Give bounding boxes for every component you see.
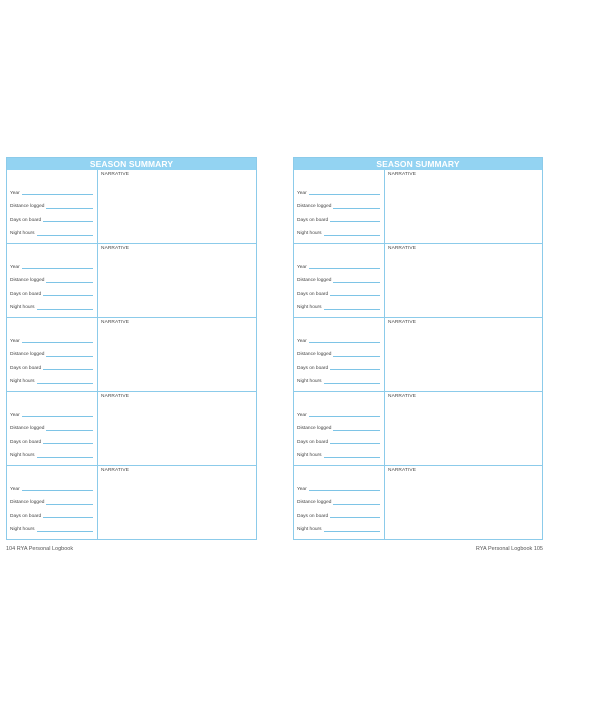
days-field[interactable]	[297, 209, 380, 223]
distance-label: Distance logged	[10, 500, 45, 505]
night-label: Night hours	[10, 379, 35, 384]
season-entry	[7, 391, 256, 465]
distance-field[interactable]	[297, 270, 380, 284]
season-entry	[294, 317, 542, 391]
night-input-line[interactable]	[37, 235, 93, 236]
year-input-line[interactable]	[22, 268, 93, 269]
year-input-line[interactable]	[309, 268, 380, 269]
days-label: Days on board	[10, 513, 42, 519]
year-input-line[interactable]	[309, 490, 380, 491]
night-label: Night hours	[10, 527, 35, 532]
distance-label: Distance logged	[10, 426, 45, 431]
days-input-line[interactable]	[330, 295, 380, 296]
days-label: Days on board	[297, 217, 329, 223]
night-input-line[interactable]	[324, 457, 380, 458]
night-input-line[interactable]	[324, 383, 380, 384]
distance-label: Distance logged	[297, 352, 332, 357]
distance-input-line[interactable]	[333, 208, 380, 209]
distance-label: Distance logged	[10, 278, 45, 283]
narrative-label: NARRATIVE	[388, 320, 416, 325]
year-field[interactable]	[10, 404, 93, 418]
days-input-line[interactable]	[43, 369, 93, 370]
year-input-line[interactable]	[22, 194, 93, 195]
distance-label: Distance logged	[297, 278, 332, 283]
entry-fields	[7, 244, 98, 317]
season-entry	[7, 170, 256, 243]
days-field[interactable]	[10, 209, 93, 223]
night-field[interactable]	[10, 223, 93, 237]
year-label: Year	[297, 338, 307, 344]
season-entry	[294, 465, 542, 539]
entries-table	[7, 170, 256, 539]
distance-input-line[interactable]	[333, 356, 380, 357]
distance-field[interactable]	[10, 492, 93, 506]
year-field[interactable]	[10, 330, 93, 344]
year-input-line[interactable]	[309, 194, 380, 195]
night-label: Night hours	[10, 231, 35, 236]
night-label: Night hours	[10, 453, 35, 458]
year-label: Year	[297, 264, 307, 270]
days-input-line[interactable]	[43, 517, 93, 518]
distance-input-line[interactable]	[333, 282, 380, 283]
year-input-line[interactable]	[22, 416, 93, 417]
distance-field[interactable]	[10, 270, 93, 284]
entry-fields	[7, 392, 98, 465]
page-footer-right: RYA Personal Logbook 105	[475, 546, 543, 552]
night-field[interactable]	[10, 519, 93, 533]
night-input-line[interactable]	[37, 531, 93, 532]
night-input-line[interactable]	[37, 309, 93, 310]
night-label: Night hours	[297, 379, 322, 384]
night-field[interactable]	[297, 297, 380, 311]
year-input-line[interactable]	[309, 416, 380, 417]
year-input-line[interactable]	[22, 342, 93, 343]
days-field[interactable]	[10, 283, 93, 297]
distance-label: Distance logged	[297, 500, 332, 505]
days-label: Days on board	[297, 365, 329, 371]
distance-label: Distance logged	[297, 426, 332, 431]
narrative-label: NARRATIVE	[388, 468, 416, 473]
year-field[interactable]	[297, 330, 380, 344]
year-field[interactable]	[297, 182, 380, 196]
year-label: Year	[10, 190, 20, 196]
distance-field[interactable]	[297, 196, 380, 210]
days-input-line[interactable]	[330, 443, 380, 444]
narrative-box[interactable]	[98, 392, 256, 465]
days-input-line[interactable]	[330, 517, 380, 518]
narrative-box[interactable]	[98, 170, 256, 243]
distance-field[interactable]	[10, 196, 93, 210]
year-label: Year	[10, 264, 20, 270]
year-field[interactable]	[10, 256, 93, 270]
days-input-line[interactable]	[330, 369, 380, 370]
days-field[interactable]	[10, 505, 93, 519]
night-input-line[interactable]	[324, 309, 380, 310]
narrative-label: NARRATIVE	[388, 246, 416, 251]
season-entry	[294, 243, 542, 317]
distance-input-line[interactable]	[46, 504, 93, 505]
night-field[interactable]	[297, 371, 380, 385]
distance-label: Distance logged	[10, 204, 45, 209]
entry-fields	[7, 466, 98, 539]
year-label: Year	[10, 486, 20, 492]
season-entry	[294, 170, 542, 243]
night-label: Night hours	[297, 453, 322, 458]
narrative-label: NARRATIVE	[388, 394, 416, 399]
year-label: Year	[297, 412, 307, 418]
entry-fields	[294, 244, 385, 317]
entry-fields	[294, 170, 385, 243]
narrative-box[interactable]	[385, 466, 542, 539]
narrative-label: NARRATIVE	[101, 172, 129, 177]
days-input-line[interactable]	[330, 221, 380, 222]
page-title: SEASON SUMMARY	[7, 158, 256, 170]
year-field[interactable]	[10, 182, 93, 196]
night-field[interactable]	[10, 297, 93, 311]
days-input-line[interactable]	[43, 295, 93, 296]
narrative-box[interactable]	[385, 392, 542, 465]
days-field[interactable]	[297, 357, 380, 371]
season-entry	[7, 465, 256, 539]
year-field[interactable]	[10, 478, 93, 492]
days-label: Days on board	[297, 513, 329, 519]
distance-input-line[interactable]	[333, 430, 380, 431]
distance-field[interactable]	[297, 344, 380, 358]
night-input-line[interactable]	[37, 383, 93, 384]
season-entry	[7, 317, 256, 391]
narrative-label: NARRATIVE	[101, 468, 129, 473]
narrative-label: NARRATIVE	[388, 172, 416, 177]
days-label: Days on board	[10, 365, 42, 371]
narrative-box[interactable]	[385, 318, 542, 391]
night-input-line[interactable]	[324, 235, 380, 236]
narrative-label: NARRATIVE	[101, 394, 129, 399]
narrative-box[interactable]	[98, 318, 256, 391]
year-field[interactable]	[297, 478, 380, 492]
night-label: Night hours	[297, 305, 322, 310]
night-field[interactable]	[297, 223, 380, 237]
narrative-box[interactable]	[98, 244, 256, 317]
night-field[interactable]	[297, 519, 380, 533]
page-title: SEASON SUMMARY	[294, 158, 542, 170]
days-label: Days on board	[297, 439, 329, 445]
night-label: Night hours	[10, 305, 35, 310]
entry-fields	[294, 466, 385, 539]
days-field[interactable]	[10, 431, 93, 445]
narrative-label: NARRATIVE	[101, 246, 129, 251]
days-field[interactable]	[297, 283, 380, 297]
distance-input-line[interactable]	[46, 282, 93, 283]
night-field[interactable]	[297, 445, 380, 459]
days-label: Days on board	[10, 217, 42, 223]
night-label: Night hours	[297, 527, 322, 532]
night-field[interactable]	[10, 371, 93, 385]
distance-input-line[interactable]	[46, 208, 93, 209]
distance-field[interactable]	[10, 418, 93, 432]
narrative-label: NARRATIVE	[101, 320, 129, 325]
season-entry	[294, 391, 542, 465]
night-input-line[interactable]	[37, 457, 93, 458]
days-label: Days on board	[297, 291, 329, 297]
distance-field[interactable]	[297, 492, 380, 506]
year-label: Year	[297, 486, 307, 492]
days-field[interactable]	[297, 431, 380, 445]
distance-field[interactable]	[297, 418, 380, 432]
distance-input-line[interactable]	[333, 504, 380, 505]
days-field[interactable]	[10, 357, 93, 371]
year-input-line[interactable]	[22, 490, 93, 491]
days-field[interactable]	[297, 505, 380, 519]
days-label: Days on board	[10, 291, 42, 297]
night-field[interactable]	[10, 445, 93, 459]
entries-table	[294, 170, 542, 539]
entry-fields	[7, 318, 98, 391]
distance-field[interactable]	[10, 344, 93, 358]
year-field[interactable]	[297, 256, 380, 270]
narrative-box[interactable]	[385, 170, 542, 243]
year-label: Year	[10, 338, 20, 344]
year-label: Year	[297, 190, 307, 196]
season-entry	[7, 243, 256, 317]
year-field[interactable]	[297, 404, 380, 418]
entry-fields	[294, 318, 385, 391]
narrative-box[interactable]	[385, 244, 542, 317]
year-label: Year	[10, 412, 20, 418]
days-input-line[interactable]	[43, 221, 93, 222]
distance-label: Distance logged	[297, 204, 332, 209]
year-input-line[interactable]	[309, 342, 380, 343]
entry-fields	[7, 170, 98, 243]
right-page	[293, 157, 543, 540]
days-label: Days on board	[10, 439, 42, 445]
night-input-line[interactable]	[324, 531, 380, 532]
left-page	[6, 157, 257, 540]
page-footer-left: 104 RYA Personal Logbook	[6, 546, 74, 552]
entry-fields	[294, 392, 385, 465]
night-label: Night hours	[297, 231, 322, 236]
distance-label: Distance logged	[10, 352, 45, 357]
distance-input-line[interactable]	[46, 430, 93, 431]
distance-input-line[interactable]	[46, 356, 93, 357]
narrative-box[interactable]	[98, 466, 256, 539]
days-input-line[interactable]	[43, 443, 93, 444]
